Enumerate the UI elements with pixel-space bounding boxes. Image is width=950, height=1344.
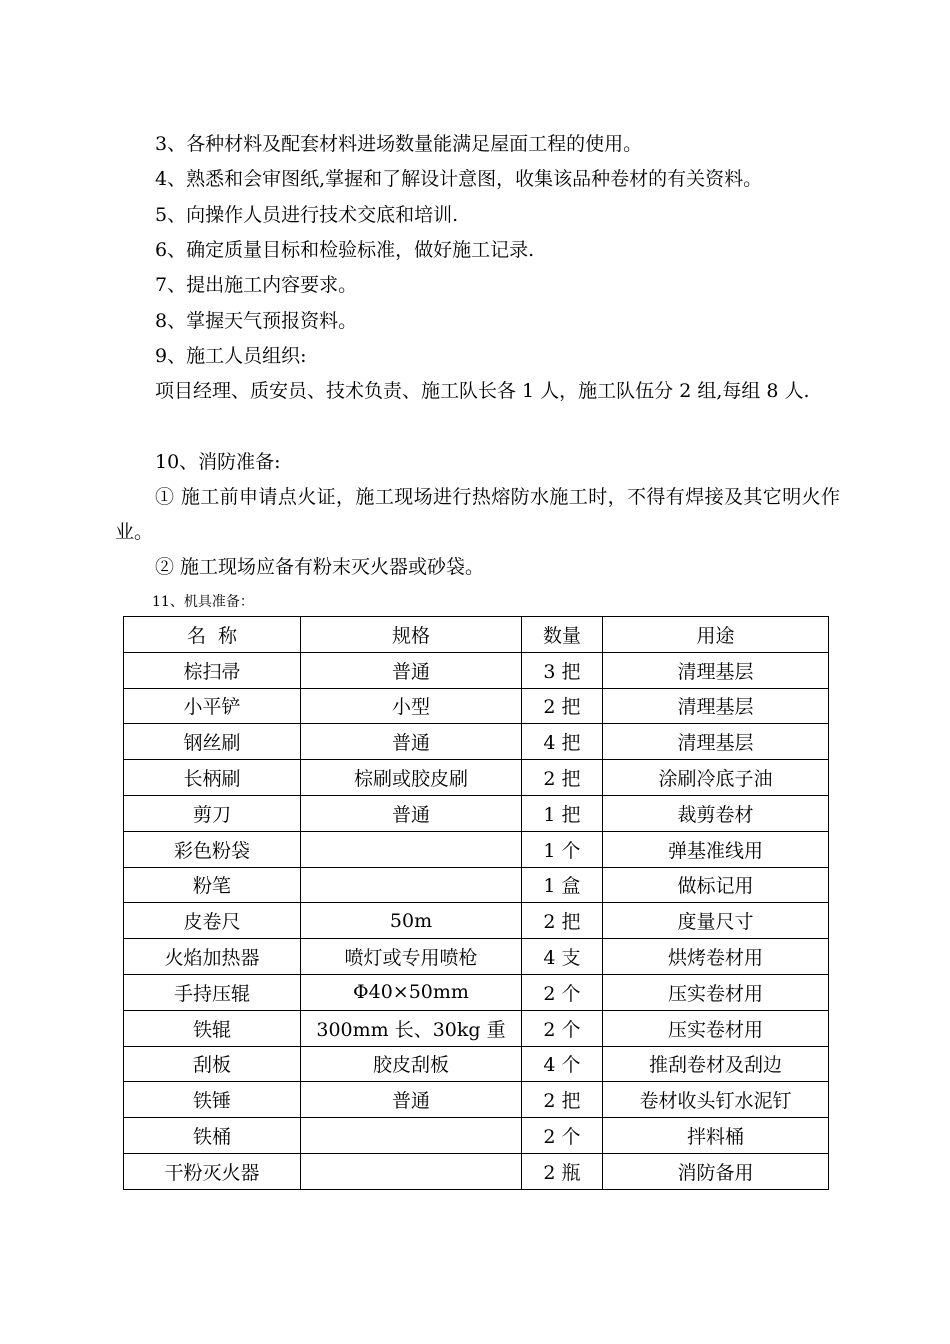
cell-quantity: 2 个 xyxy=(522,974,603,1010)
cell-purpose: 涂刷冷底子油 xyxy=(603,760,829,796)
cell-quantity: 2 把 xyxy=(522,903,603,939)
cell-purpose: 推刮卷材及刮边 xyxy=(603,1046,829,1082)
paragraph-item-8: 8、掌握天气预报资料。 xyxy=(155,310,358,332)
cell-name: 干粉灭火器 xyxy=(124,1153,301,1189)
table-row xyxy=(124,1118,829,1154)
cell-purpose: 裁剪卷材 xyxy=(603,795,829,831)
cell-name: 手持压辊 xyxy=(124,974,301,1010)
cell-quantity: 4 把 xyxy=(522,724,603,760)
cell-quantity: 2 把 xyxy=(522,1082,603,1118)
cell-name: 彩色粉袋 xyxy=(124,831,301,867)
table-row xyxy=(124,724,829,760)
table-row xyxy=(124,831,829,867)
paragraph-item-6: 6、确定质量目标和检验标准，做好施工记录. xyxy=(155,239,535,261)
cell-purpose: 卷材收头钉水泥钉 xyxy=(603,1082,829,1118)
table-row xyxy=(124,1082,829,1118)
cell-purpose: 压实卷材用 xyxy=(603,1010,829,1046)
cell-name: 棕扫帚 xyxy=(124,652,301,688)
cell-spec: 棕刷或胶皮刷 xyxy=(301,760,522,796)
paragraph-item-10: 10、消防准备: xyxy=(155,451,281,473)
cell-spec: 300mm 长、30kg 重 xyxy=(301,1010,522,1046)
table-row xyxy=(124,688,829,724)
equipment-table xyxy=(123,616,829,1190)
cell-quantity: 2 个 xyxy=(522,1118,603,1154)
header-name: 名 称 xyxy=(124,617,301,653)
table-row xyxy=(124,1010,829,1046)
cell-name: 钢丝刷 xyxy=(124,724,301,760)
paragraph-fire-extinguisher: ② 施工现场应备有粉末灭火器或砂袋。 xyxy=(155,556,485,578)
cell-quantity: 4 个 xyxy=(522,1046,603,1082)
table-row xyxy=(124,974,829,1010)
cell-spec: 小型 xyxy=(301,688,522,724)
table-row xyxy=(124,760,829,796)
table-row xyxy=(124,652,829,688)
cell-purpose: 烘烤卷材用 xyxy=(603,939,829,975)
cell-quantity: 2 把 xyxy=(522,688,603,724)
cell-spec: 胶皮刮板 xyxy=(301,1046,522,1082)
table-row xyxy=(124,795,829,831)
table-row xyxy=(124,1153,829,1189)
cell-spec: 普通 xyxy=(301,652,522,688)
cell-quantity: 2 个 xyxy=(522,1010,603,1046)
cell-spec: 普通 xyxy=(301,1082,522,1118)
cell-purpose: 清理基层 xyxy=(603,652,829,688)
cell-quantity: 2 把 xyxy=(522,760,603,796)
table-row xyxy=(124,867,829,903)
table-row xyxy=(124,903,829,939)
cell-purpose: 清理基层 xyxy=(603,724,829,760)
cell-spec: 普通 xyxy=(301,795,522,831)
cell-purpose: 弹基准线用 xyxy=(603,831,829,867)
cell-name: 皮卷尺 xyxy=(124,903,301,939)
paragraph-item-7: 7、提出施工内容要求。 xyxy=(155,274,358,296)
cell-spec: 普通 xyxy=(301,724,522,760)
cell-name: 刮板 xyxy=(124,1046,301,1082)
cell-name: 小平铲 xyxy=(124,688,301,724)
cell-purpose: 消防备用 xyxy=(603,1153,829,1189)
cell-name: 铁辊 xyxy=(124,1010,301,1046)
cell-quantity: 1 把 xyxy=(522,795,603,831)
cell-name: 粉笔 xyxy=(124,867,301,903)
cell-name: 铁桶 xyxy=(124,1118,301,1154)
paragraph-fire-permit: ① 施工前申请点火证，施工现场进行热熔防水施工时，不得有焊接及其它明火作业。 xyxy=(115,486,840,543)
table-row xyxy=(124,939,829,975)
paragraph-item-4: 4、熟悉和会审图纸,掌握和了解设计意图，收集该品种卷材的有关资料。 xyxy=(155,168,763,190)
paragraph-item-3: 3、各种材料及配套材料进场数量能满足屋面工程的使用。 xyxy=(155,133,643,155)
cell-spec xyxy=(301,831,522,867)
cell-spec xyxy=(301,1153,522,1189)
header-spec: 规格 xyxy=(301,617,522,653)
cell-name: 铁锤 xyxy=(124,1082,301,1118)
header-quantity: 数量 xyxy=(522,617,603,653)
cell-purpose: 做标记用 xyxy=(603,867,829,903)
cell-spec: 50m xyxy=(301,903,522,939)
paragraph-item-9: 9、施工人员组织: xyxy=(155,345,307,367)
cell-spec: 喷灯或专用喷枪 xyxy=(301,939,522,975)
cell-quantity: 4 支 xyxy=(522,939,603,975)
cell-spec xyxy=(301,867,522,903)
paragraph-item-5: 5、向操作人员进行技术交底和培训. xyxy=(155,204,459,226)
cell-purpose: 拌料桶 xyxy=(603,1118,829,1154)
table-row xyxy=(124,1046,829,1082)
cell-name: 长柄刷 xyxy=(124,760,301,796)
cell-purpose: 清理基层 xyxy=(603,688,829,724)
equipment-table-body xyxy=(124,652,829,1189)
cell-quantity: 3 把 xyxy=(522,652,603,688)
cell-quantity: 2 瓶 xyxy=(522,1153,603,1189)
cell-spec xyxy=(301,1118,522,1154)
header-purpose: 用途 xyxy=(603,617,829,653)
equipment-heading: 11、机具准备： xyxy=(152,594,254,610)
cell-spec: Φ40×50mm xyxy=(301,974,522,1010)
cell-name: 火焰加热器 xyxy=(124,939,301,975)
table-header-row xyxy=(124,617,829,653)
cell-name: 剪刀 xyxy=(124,795,301,831)
cell-quantity: 1 个 xyxy=(522,831,603,867)
paragraph-staff-organization: 项目经理、质安员、技术负责、施工队长各 1 人，施工队伍分 2 组,每组 8 人. xyxy=(155,380,810,402)
cell-purpose: 度量尺寸 xyxy=(603,903,829,939)
cell-purpose: 压实卷材用 xyxy=(603,974,829,1010)
cell-quantity: 1 盒 xyxy=(522,867,603,903)
